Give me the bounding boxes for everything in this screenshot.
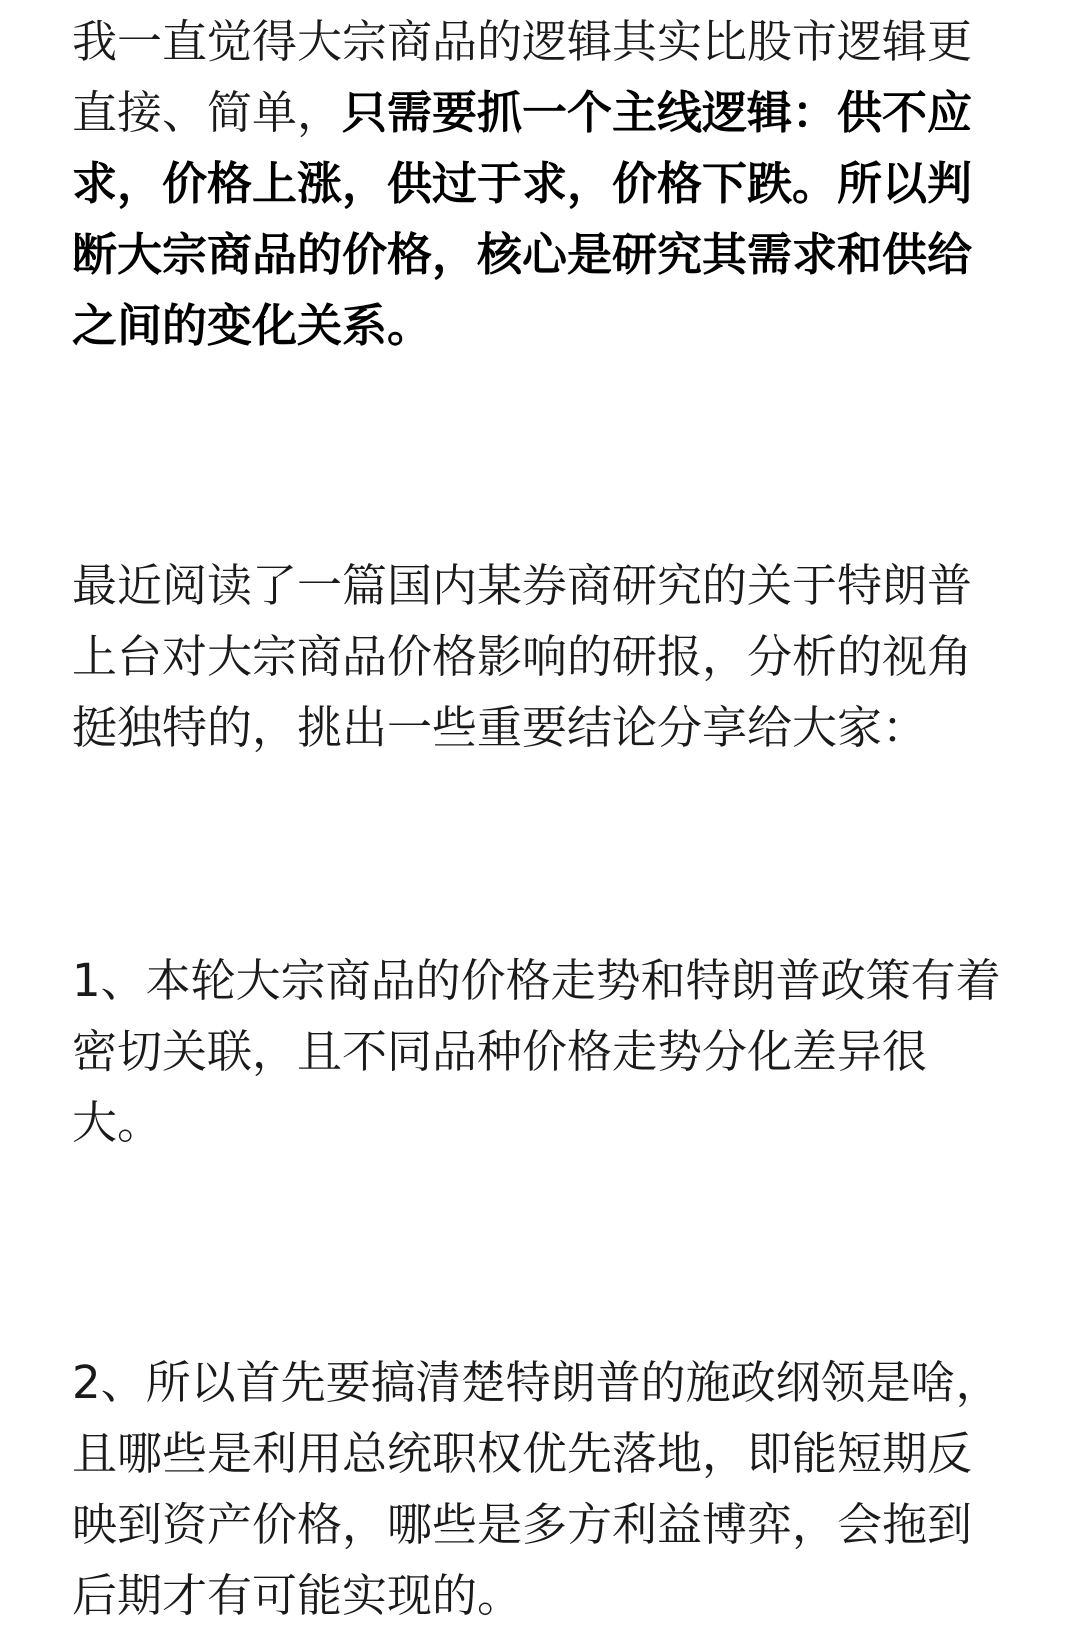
text-line [72,6,996,77]
text-segment: 上台对大宗商品价格影响的研报，分析的视角 [72,630,973,683]
text-segment: 2、所以首先要搞清楚特朗普的施政纲领是啥， [72,1356,1001,1409]
paragraph-spacer [72,763,996,945]
text-segment: 挺独特的，挑出一些重要结论分享给大家： [72,701,928,754]
paragraph-point-2 [72,1347,1001,1631]
paragraph-intro [72,6,996,361]
text-line [72,1016,996,1087]
text-line [72,692,996,763]
text-line [72,621,996,692]
text-line [72,550,996,621]
article-body [72,6,1001,1631]
text-line [72,219,996,290]
text-line [72,1087,996,1158]
text-segment: 直接、简单， [72,86,343,139]
text-line [72,148,996,219]
text-line [72,1347,1001,1418]
bold-text-segment: 求，价格上涨，供过于求，价格下跌。所以判 [72,157,973,210]
text-line [72,1418,996,1489]
text-segment: 我一直觉得大宗商品的逻辑其实比股市逻辑更 [72,15,973,68]
bold-text-segment: 之间的变化关系。 [72,299,433,352]
paragraph-report [72,550,996,763]
text-segment: 大。 [72,1096,163,1149]
text-line [72,1560,996,1631]
text-segment: 且哪些是利用总统职权优先落地，即能短期反 [72,1427,973,1480]
paragraph-point-1 [72,945,1001,1158]
text-segment: 1、本轮大宗商品的价格走势和特朗普政策有着 [72,954,1001,1007]
bold-text-segment: 只需要抓一个主线逻辑：供不应 [342,86,973,139]
text-segment: 后期才有可能实现的。 [72,1569,523,1622]
text-line [72,945,1001,1016]
paragraph-spacer [72,361,996,550]
paragraph-spacer [72,1158,996,1347]
text-segment: 最近阅读了一篇国内某券商研究的关于特朗普 [72,559,973,612]
text-segment: 映到资产价格，哪些是多方利益博弈，会拖到 [72,1498,973,1551]
text-line [72,77,996,148]
text-segment: 密切关联，且不同品种价格走势分化差异很 [72,1025,928,1078]
text-line [72,290,996,361]
bold-text-segment: 断大宗商品的价格，核心是研究其需求和供给 [72,228,973,281]
text-line [72,1489,996,1560]
